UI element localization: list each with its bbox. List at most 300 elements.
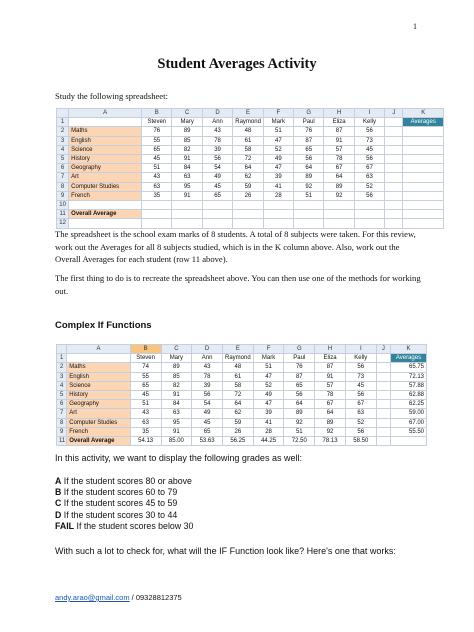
mark-cell: 54 <box>192 400 223 409</box>
empty-cell <box>172 219 202 228</box>
mark-cell: 65 <box>202 191 232 200</box>
empty-cell <box>354 201 384 210</box>
column-header: A <box>69 109 142 118</box>
row-number: 9 <box>57 191 69 200</box>
table-row <box>57 136 444 145</box>
mark-cell: 56 <box>345 427 376 436</box>
student-name: Paul <box>294 118 324 127</box>
column-header: D <box>202 109 232 118</box>
mark-cell: 56 <box>192 391 223 400</box>
average-cell <box>403 182 444 191</box>
mark-cell: 84 <box>161 400 192 409</box>
empty-cell <box>390 437 426 446</box>
footer <box>55 593 182 602</box>
table-row <box>57 391 427 400</box>
mark-cell: 92 <box>294 182 324 191</box>
empty-cell <box>69 201 142 210</box>
header-cell <box>67 354 131 363</box>
mark-cell: 41 <box>263 182 293 191</box>
grade-item <box>55 498 193 509</box>
row-number: 5 <box>57 391 67 400</box>
overall-average-value: 56.25 <box>222 437 253 446</box>
subject-cell: Art <box>67 409 131 418</box>
average-cell: 59.00 <box>390 409 426 418</box>
empty-cell <box>376 418 390 427</box>
mark-cell: 51 <box>294 191 324 200</box>
mark-cell: 57 <box>315 381 346 390</box>
table-row <box>57 418 427 427</box>
column-header: G <box>284 345 315 354</box>
mark-cell: 55 <box>130 372 161 381</box>
overall-average-value: 53.63 <box>192 437 223 446</box>
phone-number: / 09328812375 <box>129 593 182 602</box>
mark-cell: 45 <box>202 182 232 191</box>
empty-cell <box>324 219 354 228</box>
subject-cell: Science <box>67 381 131 390</box>
table-row <box>57 201 444 210</box>
mark-cell: 52 <box>354 182 384 191</box>
mark-cell: 82 <box>172 145 202 154</box>
mark-cell: 41 <box>253 418 284 427</box>
student-name: Mark <box>263 118 293 127</box>
empty-cell <box>385 127 403 136</box>
averages-header: Averages <box>390 354 426 363</box>
mark-cell: 63 <box>345 409 376 418</box>
empty-cell <box>294 210 324 219</box>
overall-average-label: Overall Average <box>67 437 131 446</box>
empty-cell <box>354 219 384 228</box>
table-row <box>57 145 444 154</box>
table-row <box>57 427 427 436</box>
empty-cell <box>142 210 172 219</box>
mark-cell: 47 <box>253 400 284 409</box>
table-row <box>57 127 444 136</box>
mark-cell: 45 <box>345 381 376 390</box>
student-name: Mark <box>253 354 284 363</box>
mark-cell: 65 <box>294 145 324 154</box>
student-name-row <box>57 354 427 363</box>
empty-cell <box>376 372 390 381</box>
table-row <box>57 191 444 200</box>
mark-cell: 91 <box>161 391 192 400</box>
empty-cell <box>385 118 403 127</box>
spreadsheet-2 <box>56 344 427 446</box>
mark-cell: 67 <box>324 164 354 173</box>
mark-cell: 76 <box>294 127 324 136</box>
mark-cell: 65 <box>130 381 161 390</box>
column-header: H <box>315 345 346 354</box>
empty-cell <box>294 219 324 228</box>
row-number: 1 <box>57 354 67 363</box>
mark-cell: 89 <box>324 182 354 191</box>
subject-cell: History <box>69 155 142 164</box>
student-name: Eliza <box>324 118 354 127</box>
mark-cell: 56 <box>354 155 384 164</box>
header-cell <box>69 118 142 127</box>
row-number: 11 <box>57 210 69 219</box>
column-header: K <box>390 345 426 354</box>
column-header: F <box>263 109 293 118</box>
mark-cell: 26 <box>222 427 253 436</box>
overall-average-row <box>57 437 427 446</box>
average-cell <box>403 191 444 200</box>
average-cell <box>403 164 444 173</box>
overall-average-value: 78.13 <box>315 437 346 446</box>
mark-cell: 39 <box>263 173 293 182</box>
student-name: Ann <box>202 118 232 127</box>
mark-cell: 59 <box>233 182 263 191</box>
mark-cell: 67 <box>354 164 384 173</box>
mark-cell: 56 <box>345 391 376 400</box>
empty-cell <box>385 210 403 219</box>
subject-cell: Maths <box>69 127 142 136</box>
empty-cell <box>376 391 390 400</box>
column-header: F <box>253 345 284 354</box>
table-row <box>57 409 427 418</box>
average-cell <box>403 127 444 136</box>
row-number: 6 <box>57 164 69 173</box>
mark-cell: 43 <box>130 409 161 418</box>
mark-cell: 85 <box>172 136 202 145</box>
mark-cell: 73 <box>345 372 376 381</box>
empty-cell <box>324 210 354 219</box>
mark-cell: 47 <box>263 136 293 145</box>
average-cell: 65.75 <box>390 363 426 372</box>
mark-cell: 73 <box>354 136 384 145</box>
column-header: G <box>294 109 324 118</box>
empty-cell <box>385 191 403 200</box>
empty-cell <box>376 354 390 363</box>
mark-cell: 62 <box>233 173 263 182</box>
mark-cell: 65 <box>284 381 315 390</box>
mark-cell: 82 <box>161 381 192 390</box>
mark-cell: 45 <box>192 418 223 427</box>
grade-item <box>55 510 193 521</box>
mark-cell: 48 <box>233 127 263 136</box>
empty-cell <box>202 210 232 219</box>
empty-cell <box>385 201 403 210</box>
empty-cell <box>403 201 444 210</box>
mark-cell: 92 <box>324 191 354 200</box>
empty-cell <box>385 145 403 154</box>
overall-average-value: 72.50 <box>284 437 315 446</box>
mark-cell: 52 <box>263 145 293 154</box>
mark-cell: 64 <box>284 400 315 409</box>
mark-cell: 91 <box>315 372 346 381</box>
mark-cell: 64 <box>222 400 253 409</box>
column-header: B <box>142 109 172 118</box>
row-number: 1 <box>57 118 69 127</box>
grade-item <box>55 476 193 487</box>
mark-cell: 87 <box>315 363 346 372</box>
empty-cell <box>263 219 293 228</box>
row-number: 4 <box>57 381 67 390</box>
mark-cell: 54 <box>202 164 232 173</box>
row-number: 2 <box>57 127 69 136</box>
mark-cell: 76 <box>284 363 315 372</box>
mark-cell: 39 <box>192 381 223 390</box>
intro-text: Study the following spreadsheet: <box>55 91 168 101</box>
mark-cell: 85 <box>161 372 192 381</box>
mark-cell: 78 <box>324 155 354 164</box>
mark-cell: 51 <box>263 127 293 136</box>
overall-average-value: 58.50 <box>345 437 376 446</box>
grade-description: If the student scores 30 to 44 <box>61 509 178 520</box>
empty-cell <box>172 210 202 219</box>
subject-cell: French <box>67 427 131 436</box>
student-name: Mary <box>161 354 192 363</box>
mark-cell: 57 <box>324 145 354 154</box>
empty-cell <box>263 201 293 210</box>
row-number: 12 <box>57 219 69 228</box>
mark-cell: 39 <box>202 145 232 154</box>
grade-letter: FAIL <box>55 520 75 531</box>
empty-cell <box>202 219 232 228</box>
row-number: 11 <box>57 437 67 446</box>
paragraph-2: The first thing to do is to recreate the spreadsheet above. You can then use one of the methods for working out. <box>55 273 421 296</box>
mark-cell: 92 <box>315 427 346 436</box>
mark-cell: 67 <box>345 400 376 409</box>
subject-cell: English <box>67 372 131 381</box>
mark-cell: 89 <box>284 409 315 418</box>
mark-cell: 61 <box>233 136 263 145</box>
mark-cell: 89 <box>294 173 324 182</box>
average-cell: 62.88 <box>390 391 426 400</box>
empty-cell <box>385 136 403 145</box>
average-cell <box>403 173 444 182</box>
mark-cell: 63 <box>161 409 192 418</box>
mark-cell: 58 <box>222 381 253 390</box>
column-header: B <box>130 345 161 354</box>
grade-letter: D <box>55 509 62 520</box>
mark-cell: 49 <box>192 409 223 418</box>
overall-average-label: Overall Average <box>69 210 142 219</box>
average-cell <box>403 136 444 145</box>
grade-item <box>55 487 193 498</box>
grade-description: If the student scores 80 or above <box>61 476 192 486</box>
mark-cell: 51 <box>253 363 284 372</box>
mark-cell: 89 <box>161 363 192 372</box>
mark-cell: 63 <box>172 173 202 182</box>
mark-cell: 64 <box>294 164 324 173</box>
empty-cell <box>263 210 293 219</box>
average-cell <box>403 145 444 154</box>
student-name: Steven <box>142 118 172 127</box>
table-row <box>57 173 444 182</box>
empty-cell <box>385 173 403 182</box>
grade-description: If the student scores 60 to 79 <box>61 487 178 498</box>
mark-cell: 51 <box>142 164 172 173</box>
empty-cell <box>385 182 403 191</box>
mark-cell: 63 <box>130 418 161 427</box>
mark-cell: 28 <box>263 191 293 200</box>
mark-cell: 58 <box>233 145 263 154</box>
empty-cell <box>376 409 390 418</box>
table-row <box>57 182 444 191</box>
row-number: 2 <box>57 363 67 372</box>
empty-cell <box>376 363 390 372</box>
subject-cell: Geography <box>67 400 131 409</box>
average-cell: 67.00 <box>390 418 426 427</box>
mark-cell: 55 <box>142 136 172 145</box>
closing-text: With such a lot to check for, what will the IF Function look like? Here's one that works: <box>55 546 396 556</box>
empty-cell <box>233 219 263 228</box>
student-name: Paul <box>284 354 315 363</box>
mark-cell: 56 <box>354 191 384 200</box>
mark-cell: 63 <box>354 173 384 182</box>
mark-cell: 45 <box>142 155 172 164</box>
column-header: E <box>222 345 253 354</box>
overall-average-value: 85.00 <box>161 437 192 446</box>
mark-cell: 74 <box>130 363 161 372</box>
student-name: Mary <box>172 118 202 127</box>
mark-cell: 87 <box>324 127 354 136</box>
grade-letter: B <box>55 487 62 498</box>
mark-cell: 26 <box>233 191 263 200</box>
row-number: 4 <box>57 145 69 154</box>
student-name: Steven <box>130 354 161 363</box>
empty-cell <box>376 400 390 409</box>
empty-cell <box>202 201 232 210</box>
mark-cell: 52 <box>345 418 376 427</box>
mark-cell: 87 <box>294 136 324 145</box>
mark-cell: 91 <box>161 427 192 436</box>
mark-cell: 49 <box>263 155 293 164</box>
mark-cell: 76 <box>142 127 172 136</box>
mark-cell: 49 <box>253 391 284 400</box>
mark-cell: 72 <box>233 155 263 164</box>
mark-cell: 64 <box>233 164 263 173</box>
empty-cell <box>385 155 403 164</box>
grade-letter: A <box>55 476 62 486</box>
row-number: 6 <box>57 400 67 409</box>
mark-cell: 45 <box>130 391 161 400</box>
empty-cell <box>376 427 390 436</box>
table-row <box>57 381 427 390</box>
table-row <box>57 363 427 372</box>
mark-cell: 43 <box>202 127 232 136</box>
subject-cell: History <box>67 391 131 400</box>
row-number: 7 <box>57 409 67 418</box>
mark-cell: 49 <box>202 173 232 182</box>
mark-cell: 62 <box>222 409 253 418</box>
mark-cell: 67 <box>315 400 346 409</box>
mark-cell: 48 <box>222 363 253 372</box>
average-cell <box>403 155 444 164</box>
subject-cell: Maths <box>67 363 131 372</box>
subject-cell: Computer Studies <box>67 418 131 427</box>
email-link[interactable]: andy.arao@gmail.com <box>55 593 130 602</box>
student-name: Eliza <box>315 354 346 363</box>
overall-average-value: 54.13 <box>130 437 161 446</box>
empty-cell <box>385 164 403 173</box>
empty-cell <box>142 219 172 228</box>
mark-cell: 35 <box>130 427 161 436</box>
empty-cell <box>294 201 324 210</box>
column-header: J <box>376 345 390 354</box>
grade-description: If the student scores 45 to 59 <box>61 498 178 509</box>
mark-cell: 92 <box>284 418 315 427</box>
student-name: Kelly <box>345 354 376 363</box>
student-name: Kelly <box>354 118 384 127</box>
grades-intro: In this activity, we want to display the following grades as well: <box>55 453 302 463</box>
mark-cell: 43 <box>142 173 172 182</box>
mark-cell: 64 <box>315 409 346 418</box>
subject-cell: Computer Studies <box>69 182 142 191</box>
mark-cell: 91 <box>172 191 202 200</box>
mark-cell: 84 <box>172 164 202 173</box>
mark-cell: 56 <box>294 155 324 164</box>
column-header: E <box>233 109 263 118</box>
average-cell: 62.25 <box>390 400 426 409</box>
column-header: I <box>345 345 376 354</box>
empty-cell <box>172 201 202 210</box>
empty-cell <box>324 201 354 210</box>
student-name: Raymond <box>233 118 263 127</box>
mark-cell: 56 <box>345 363 376 372</box>
column-header-row <box>57 109 444 118</box>
empty-cell <box>376 437 390 446</box>
section-heading: Complex If Functions <box>55 320 152 331</box>
mark-cell: 78 <box>315 391 346 400</box>
row-number: 3 <box>57 372 67 381</box>
row-number: 3 <box>57 136 69 145</box>
average-cell: 72.13 <box>390 372 426 381</box>
mark-cell: 56 <box>202 155 232 164</box>
empty-cell <box>354 210 384 219</box>
student-name-row <box>57 118 444 127</box>
table-row <box>57 164 444 173</box>
mark-cell: 51 <box>130 400 161 409</box>
mark-cell: 89 <box>172 127 202 136</box>
empty-cell <box>233 210 263 219</box>
page-title: Student Averages Activity <box>157 56 317 72</box>
subject-cell: Science <box>69 145 142 154</box>
mark-cell: 47 <box>263 164 293 173</box>
row-number: 10 <box>57 201 69 210</box>
mark-cell: 28 <box>253 427 284 436</box>
empty-cell <box>233 201 263 210</box>
grade-item <box>55 521 193 532</box>
mark-cell: 89 <box>315 418 346 427</box>
column-header: D <box>192 345 223 354</box>
mark-cell: 45 <box>354 145 384 154</box>
averages-header: Averages <box>403 118 444 127</box>
mark-cell: 72 <box>222 391 253 400</box>
empty-cell <box>385 219 403 228</box>
column-header: A <box>67 345 131 354</box>
mark-cell: 87 <box>284 372 315 381</box>
mark-cell: 78 <box>202 136 232 145</box>
mark-cell: 95 <box>161 418 192 427</box>
mark-cell: 65 <box>142 145 172 154</box>
mark-cell: 91 <box>172 155 202 164</box>
table-row <box>57 400 427 409</box>
mark-cell: 56 <box>354 127 384 136</box>
subject-cell: Geography <box>69 164 142 173</box>
mark-cell: 39 <box>253 409 284 418</box>
mark-cell: 52 <box>253 381 284 390</box>
paragraph-1: The spreadsheet is the school exam marks of 8 students. A total of 8 subjects were taken. For this review, work out the Averages for all 8 subjects studied, which is in the K column above. Also, work out the Overall Averages for each student (row 11 above). <box>55 229 416 265</box>
empty-cell <box>142 201 172 210</box>
empty-cell <box>376 381 390 390</box>
student-name: Raymond <box>222 354 253 363</box>
mark-cell: 51 <box>284 427 315 436</box>
mark-cell: 47 <box>253 372 284 381</box>
row-number: 9 <box>57 427 67 436</box>
student-name: Ann <box>192 354 223 363</box>
column-header: C <box>161 345 192 354</box>
